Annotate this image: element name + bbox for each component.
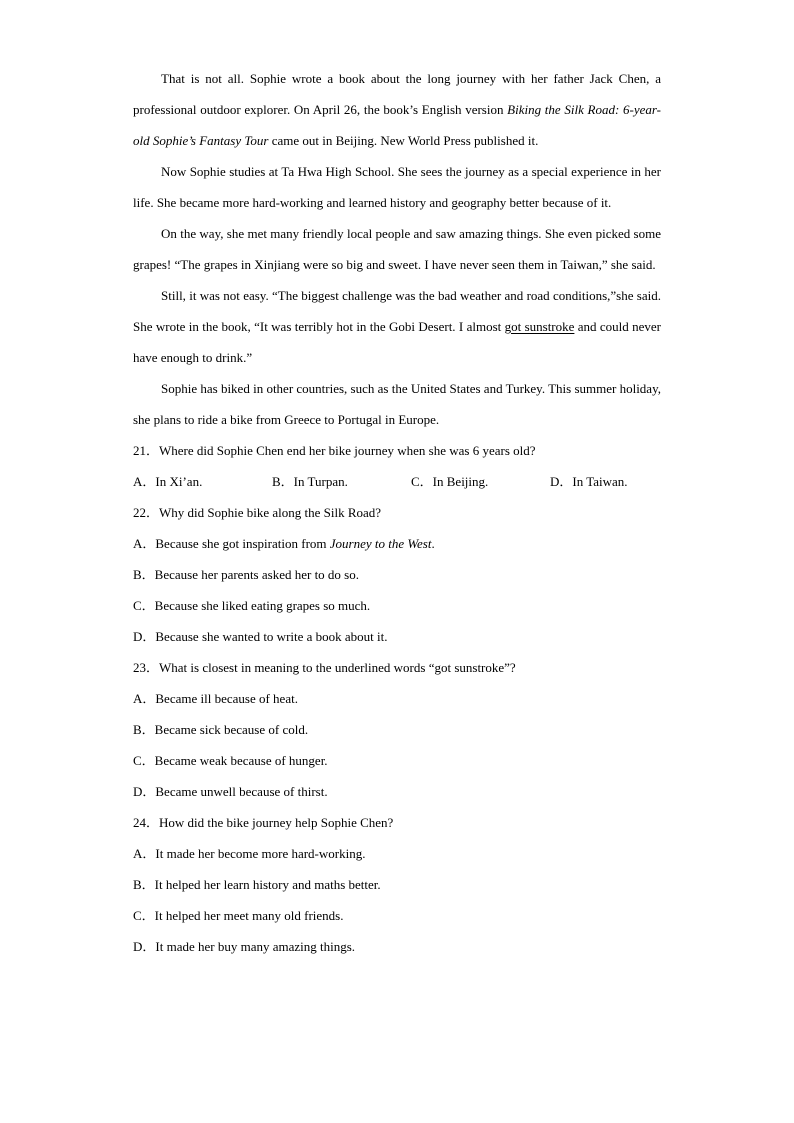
question-21-options	[133, 466, 661, 497]
paragraph-1-text-before: That is not all. Sophie wrote a book about the long journey with her father Jack Chen, a professional outdoor explorer. On April 26, the book’s English version	[133, 71, 661, 117]
question-23-option-a: A．Became ill because of heat.	[133, 691, 298, 706]
question-23-option-c: C．Became weak because of hunger.	[133, 753, 328, 768]
question-24-option-d: D．It made her buy many amazing things.	[133, 939, 356, 954]
passage-paragraph-4	[133, 280, 661, 373]
question-24: 24．How did the bike journey help Sophie Chen?	[133, 815, 394, 830]
question-21-option-d: D．In Taiwan.	[550, 474, 628, 489]
question-24-option-a: A．It made her become more hard-working.	[133, 846, 366, 861]
question-22: 22．Why did Sophie bike along the Silk Road?	[133, 505, 382, 520]
passage-paragraph-3: On the way, she met many friendly local people and saw amazing things. She even picked some grapes! “The grapes in Xinjiang were so big and sweet. I have never seen them in Taiwan,” she said.	[133, 226, 661, 272]
question-21-option-c: C．In Beijing.	[411, 474, 489, 489]
question-23: 23．What is closest in meaning to the underlined words “got sunstroke”?	[133, 660, 516, 675]
paragraph-4-text-after: and could never have enough to drink.”	[133, 319, 661, 365]
question-21-option-a: A．In Xi’an.	[133, 474, 203, 489]
paragraph-1-text-after: came out in Beijing. New World Press published it.	[268, 133, 539, 148]
passage-paragraph-5: Sophie has biked in other countries, such as the United States and Turkey. This summer holiday, she plans to ride a bike from Greece to Portugal in Europe.	[133, 381, 661, 427]
question-22-option-d: D．Because she wanted to write a book about it.	[133, 629, 388, 644]
question-23-option-d: D．Became unwell because of thirst.	[133, 784, 328, 799]
question-22-option-c: C．Because she liked eating grapes so much.	[133, 598, 371, 613]
paragraph-4-text-before: Still, it was not easy. “The biggest challenge was the bad weather and road conditions,”she said. She wrote in the book, “It was terribly hot in the Gobi Desert. I almost	[133, 288, 661, 334]
question-21: 21．Where did Sophie Chen end her bike journey when she was 6 years old?	[133, 443, 536, 458]
question-23-option-b: B．Became sick because of cold.	[133, 722, 309, 737]
book-title: Biking the Silk Road: 6-year-old Sophie’s Fantasy Tour	[133, 102, 662, 148]
question-22-option-b: B．Because her parents asked her to do so.	[133, 567, 359, 582]
passage-paragraph-2: Now Sophie studies at Ta Hwa High School. She sees the journey as a special experience in her life. She became more hard-working and learned history and geography better because of it.	[133, 164, 661, 210]
question-22-option-a	[133, 528, 661, 559]
question-22-option-a-text: A．Because she got inspiration from	[133, 536, 330, 551]
question-21-option-b: B．In Turpan.	[272, 474, 348, 489]
page-content	[133, 63, 661, 962]
question-24-option-b: B．It helped her learn history and maths better.	[133, 877, 381, 892]
underlined-words: got sunstroke	[504, 319, 575, 334]
question-22-option-a-end: .	[431, 536, 435, 551]
question-24-option-c: C．It helped her meet many old friends.	[133, 908, 344, 923]
question-22-option-a-title: Journey to the West	[329, 536, 432, 551]
passage-paragraph-1	[133, 63, 661, 156]
